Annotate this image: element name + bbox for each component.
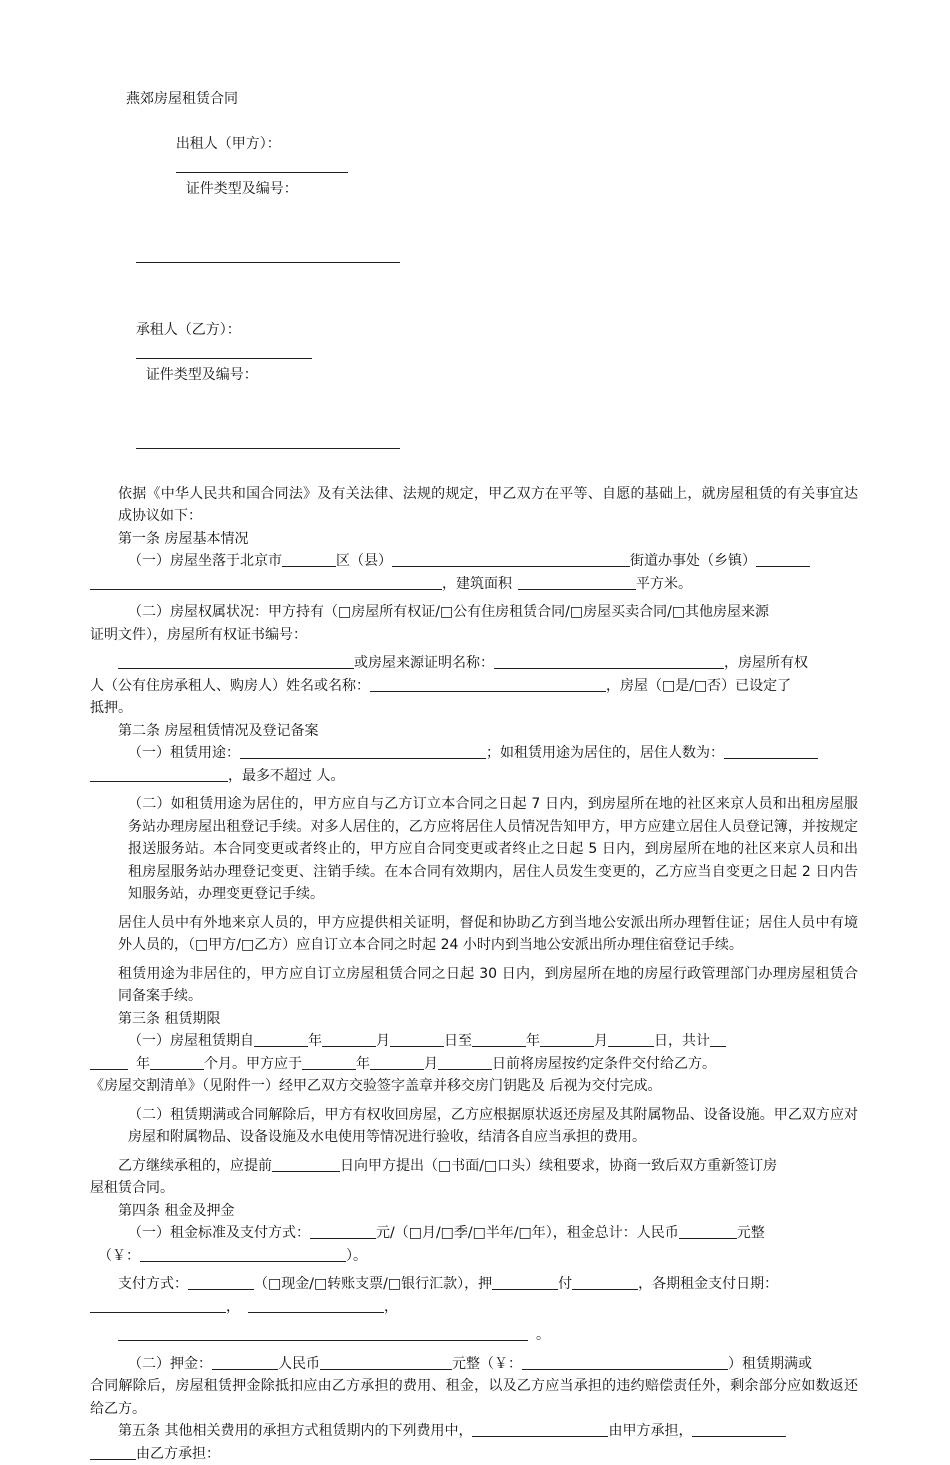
landlord-fees-blank [472,1422,608,1437]
owner-name-blank [370,677,606,692]
district-blank [282,552,336,567]
handover-month-blank [370,1055,424,1070]
article-2-heading: 第二条 房屋租赁情况及登记备案 [118,722,319,739]
party-a-name-blank [176,158,348,173]
deposit-blank [212,1355,278,1370]
pay-months-blank [572,1275,638,1290]
rent-total-figure-blank [140,1247,346,1262]
resident-count-blank [724,744,818,759]
usage-blank [240,744,486,759]
party-b-id-line [90,409,858,477]
start-month-blank [322,1032,376,1047]
certificate-number-blank [118,654,354,669]
total-month-blank [150,1055,204,1070]
end-year-blank [472,1032,526,1047]
party-b-label: 承租人（乙方）： [135,322,241,338]
street-blank [392,552,630,567]
end-day-blank [608,1032,654,1047]
party-a-id-label: 证件类型及编号： [185,181,298,197]
article-2-registration: （二）如租赁用途为居住的，甲方应自与乙方订立本合同之日起 7 日内，到房屋所在地的社区来京人员和出租房屋服务站办理房屋出租登记手续。对多人居住的，乙方应将居住人员情况告知甲方，甲方应建立居住人员登记簿，并按规定报送服务站。本合同变更或者终止的，甲方应自合同变更或者终止之日起 5 日内，到房屋所在地的社区来京人员和出租房屋服务站办理登记变更、注销手续。在本合同有效期内，居住人员发生变更的，乙方应当自变更之日起 2 日内告知服务站，办理变更登记手续。 [128,796,858,902]
party-b-id-label: 证件类型及编号： [145,367,258,383]
payment-method-blank [188,1275,254,1290]
end-month-blank [540,1032,594,1047]
article-4-deposit: （二）押金： 人民币 元整（￥： ）租赁期满或 [128,1355,812,1372]
source-proof-blank [494,654,724,669]
article-4-heading: 第四条 租金及押金 [118,1202,235,1219]
party-b-name-blank [136,344,312,359]
article-2-nonlocal: 居住人员中有外地来京人员的，甲方应提供相关证明，督促和协助乙方到当地公安派出所办理暂住证；居住人员中有境外人员的，（□甲方/□乙方）应自订立本合同之时起 24 小时内到当地公安派出所办理住宿登记手续。 [118,914,858,953]
party-b-id-blank [136,434,400,449]
payment-date-blank-2 [248,1298,384,1313]
payment-date-blank-1 [90,1298,226,1313]
tenant-fees-blank-2 [90,1445,136,1460]
rent-amount-blank [310,1224,376,1239]
address-blank [90,575,442,590]
article-2-nonresidential: 租赁用途为非居住的，甲方应自订立房屋租赁合同之日起 30 日内，到房屋所在地的房屋行政管理部门办理房屋租赁合同备案手续。 [118,965,858,1004]
start-day-blank [390,1032,444,1047]
article-4-rent: （一）租金标准及支付方式： 元/（□月/□季/□半年/□年），租金总计：人民币 元整 [128,1225,765,1241]
party-a-id-line [90,223,858,291]
deposit-months-blank [492,1275,558,1290]
total-year-blank [90,1055,128,1070]
party-a-id-blank [136,248,400,263]
payment-date-blank-3 [118,1326,528,1341]
deposit-amount-blank [320,1355,452,1370]
article-3-period: （一）房屋租赁期自 年 月 日至 年 月 日，共计 [90,1030,858,1053]
article-3-heading: 第三条 租赁期限 [118,1010,221,1027]
resident-count-blank-2 [90,767,228,782]
party-a-line [90,111,858,224]
article-1-location: （一）房屋坐落于北京市 区（县） 街道办事处（乡镇） [90,550,858,573]
article-3-expiry: （二）租赁期满或合同解除后，甲方有权收回房屋，乙方应根据原状返还房屋及其附属物品、设备设施。甲乙双方应对房屋和附属物品、设备设施及水电使用等情况进行验收，结清各自应当承担的费用。 [128,1106,858,1145]
article-1-ownership: （二）房屋权属状况：甲方持有（□房屋所有权证/□公有住房租赁合同/□房屋买卖合同/□其他房屋来源 [128,604,770,620]
party-b-line [90,297,858,410]
contract-title: 燕郊房屋租赁合同 [126,91,238,107]
start-year-blank [254,1032,308,1047]
area-blank [518,575,636,590]
article-4-payment: 支付方式： （□现金/□转账支票/□银行汇款），押 付 ，各期租金支付日期： [118,1276,779,1292]
handover-day-blank [438,1055,492,1070]
town-blank [756,552,810,567]
contract-document: 燕郊房屋租赁合同 出租人（甲方）： 证件类型及编号： 承租人（乙方）： 证件类型及编号： 依据《中华人民共和国合同法》及有关法律、法规的规定，甲乙双方在平等、自愿的基础上，就房屋租赁的有关事宜达成协议如下： 第一条 房屋基本情况 （一）房屋坐落于北京市 区（县） 街道办事处（乡镇） ，建筑面积 平方米。 （二）房屋权属状况：甲方持有（□房屋所有权证/□公有住房租赁合同/□房屋买卖合同/□其他房屋来源 证明文件），房屋所有权证书编号： 或房屋来源证明名称： ，房屋所有权 人（公有住房承租人、购房人）姓名或名称： ，房屋（□是/□否）已设定了 抵押。 第二条 房屋租赁情况及登记备案 （一）租赁用途： ；如租赁用途为居住的，居住人数为： ，最多不超过 人。 （二）如租赁用途为居住的，甲方应自与乙方订立本合同之日起 7 日内，到房屋所在地的社区来京人员和出租房屋服务站办理房屋出租登记手续。对多人居住的，乙方应将居住人员情况告知甲方，甲方应建立居住人员登记簿，并按规定报送服务站。本合同变更或者终止的，甲方应自合同变更或者终止之日起 5 日内，到房屋所在地的社区来京人员和出租房屋服务站办理登记变更、注销手续。在本合同有效期内，居住人员发生变更的，乙方应当自变更之日起 2 日内告知服务站，办理变更登记手续。 居住人员中有外地来京人员的，甲方应提供相关证明，督促和协助乙方到当地公安派出所办理暂住证；居住人员中有境外人员的，（□甲方/□乙方）应自订立本合同之时起 24 小时内到当地公安派出所办理住宿登记手续。 租赁用途为非居住的，甲方应自订立房屋租赁合同之日起 30 日内，到房屋所在地的房屋行政管理部门办理房屋租赁合同备案手续。 第三条 租赁期限 （一）房屋租赁期自 年 月 日至 年 月 日，共计 年 个月。甲方应于 年 月 日前将房屋按约定条件交付给乙方。 《房屋交割清单》（见附件一）经甲乙双方交验签字盖章并移交房门钥匙及 后视为交付完成。 （二）租赁期满或合同解除后，甲方有权收回房屋，乙方应根据原状返还房屋及其附属物品、设备设施。甲乙双方应对房屋和附属物品、设备设施及水电使用等情况进行验收，结清各自应当承担的费用。 乙方继续承租的，应提前 日向甲方提出（□书面/□口头）续租要求，协商一致后双方重新签订房 屋租赁合同。 第四条 租金及押金 （一）租金标准及支付方式： 元/（□月/□季/□半年/□年），租金总计：人民币 元整 （￥： ）。 支付方式： （□现金/□转账支票/□银行汇款），押 付 ，各期租金支付日期： ， ， 。 （二）押金： 人民币 元整（￥： ）租赁期满或 合同解除后，房屋租赁押金除抵扣应由乙方承担的费用、租金，以及乙方应当承担的违约赔偿责任外，剩余部分应如数返还给乙方。 第五条 其他相关费用的承担方式租赁期内的下列费用中， 由甲方承担， 由乙方承担： [90,88,858,1465]
article-3-renewal: 乙方继续承租的，应提前 日向甲方提出（□书面/□口头）续租要求，协商一致后双方重新签订房 [118,1157,778,1174]
article-1-heading: 第一条 房屋基本情况 [118,530,249,547]
preamble: 依据《中华人民共和国合同法》及有关法律、法规的规定，甲乙双方在平等、自愿的基础上，就房屋租赁的有关事宜达成协议如下： [118,485,858,524]
article-1-area: ，建筑面积 平方米。 [90,573,858,596]
tenant-fees-blank [692,1422,786,1437]
article-2-usage: （一）租赁用途： ；如租赁用途为居住的，居住人数为： [90,742,858,765]
renewal-days-blank [272,1157,340,1172]
party-a-label: 出租人（甲方）： [175,136,281,152]
deposit-figure-blank [522,1355,728,1370]
handover-year-blank [302,1055,356,1070]
article-5: 第五条 其他相关费用的承担方式租赁期内的下列费用中， 由甲方承担， [90,1420,858,1443]
rent-total-blank [679,1224,737,1239]
